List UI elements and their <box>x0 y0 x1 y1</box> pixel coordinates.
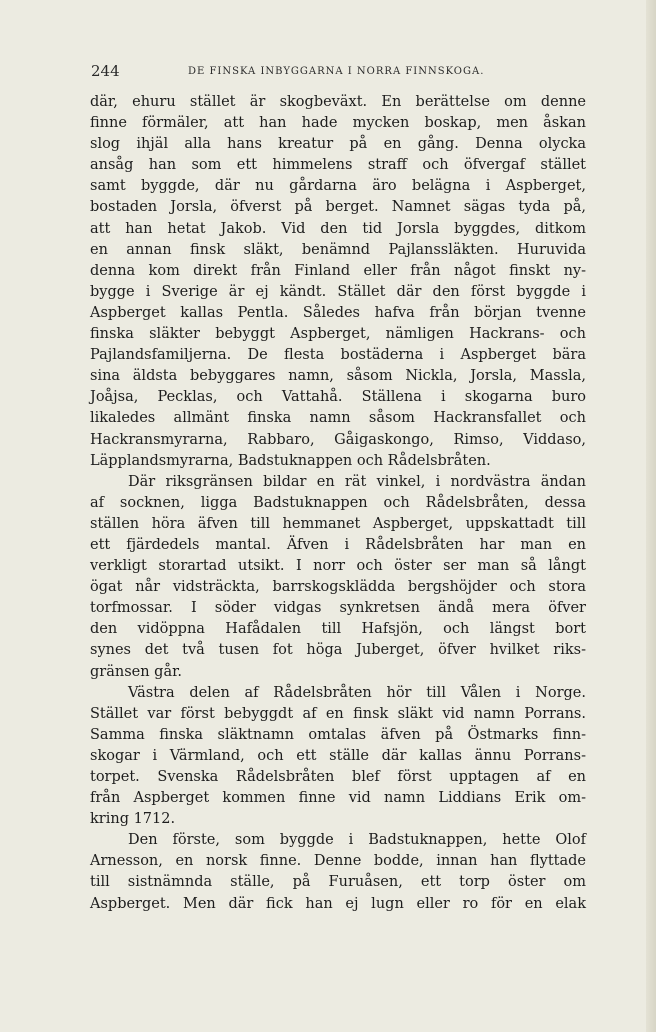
text-line: gränsen går. <box>90 663 183 680</box>
text-line: finska släkter bebyggt Aspberget, nämligen Hackrans- och <box>90 326 586 343</box>
page-edge-shadow <box>646 0 656 1032</box>
text-line: Hackransmyrarna, Rabbaro, Gåigaskongo, Rimso, Viddaso, <box>90 431 586 448</box>
text-line: slog ihjäl alla hans kreatur på en gång. Denna olycka <box>90 136 586 153</box>
text-line: ett fjärdedels mantal. Äfven i Rådelsbråten har man en <box>90 536 586 553</box>
text-line: ögat når vidsträckta, barrskogsklädda bergshöjder och stora <box>90 579 586 596</box>
text-line: skogar i Värmland, och ett ställe där kallas ännu Porrans- <box>90 747 586 764</box>
text-line: Samma finska släktnamn omtalas äfven på Östmarks finn- <box>90 726 586 743</box>
text-line: Den förste, som byggde i Badstuknappen, hette Olof <box>128 832 586 849</box>
page-header <box>91 62 591 84</box>
page-number: 244 <box>91 62 120 80</box>
text-line: Pajlandsfamiljerna. De flesta bostäderna i Aspberget bära <box>90 347 586 364</box>
text-line: en annan finsk släkt, benämnd Pajlanssläkten. Huruvida <box>90 241 586 258</box>
text-line: Västra delen af Rådelsbråten hör till Vålen i Norge. <box>128 684 586 701</box>
text-line: synes det två tusen fot höga Juberget, öfver hvilket riks- <box>90 642 586 659</box>
text-line: Aspberget kallas Pentla. Således hafva från början tvenne <box>90 304 586 321</box>
text-line: kring 1712. <box>90 811 176 828</box>
text-line: från Aspberget kommen finne vid namn Liddians Erik om- <box>90 790 586 807</box>
text-line: Läpplandsmyrarna, Badstuknappen och Rådelsbråten. <box>90 452 491 469</box>
text-line: af socknen, ligga Badstuknappen och Rådelsbråten, dessa <box>90 494 586 511</box>
text-line: där, ehuru stället är skogbeväxt. En berättelse om denne <box>90 94 586 110</box>
body-text <box>90 92 586 915</box>
text-line: Stället var först bebyggdt af en finsk släkt vid namn Porrans. <box>90 705 586 722</box>
text-line: torpet. Svenska Rådelsbråten blef först upptagen af en <box>90 769 586 785</box>
text-line: likaledes allmänt finska namn såsom Hackransfallet och <box>90 410 586 427</box>
text-line: den vidöppna Hafådalen till Hafsjön, och längst bort <box>90 621 586 638</box>
text-line: Där riksgränsen bildar en rät vinkel, i nordvästra ändan <box>128 473 586 490</box>
text-line: verkligt storartad utsikt. I norr och öster ser man så långt <box>90 558 586 575</box>
text-line: samt byggde, där nu gårdarna äro belägna i Aspberget, <box>90 178 586 195</box>
text-line: Aspberget. Men där fick han ej lugn eller ro för en elak <box>90 895 586 912</box>
text-line: Joåjsa, Pecklas, och Vattahå. Ställena i skogarna buro <box>90 389 586 406</box>
text-line: att han hetat Jakob. Vid den tid Jorsla byggdes, ditkom <box>90 220 586 237</box>
text-line: till sistnämnda ställe, på Furuåsen, ett torp öster om <box>90 874 586 891</box>
text-line: bostaden Jorsla, öfverst på berget. Namnet sägas tyda på, <box>90 199 586 216</box>
text-line: denna kom direkt från Finland eller från något finskt ny- <box>90 262 586 279</box>
text-line: Arnesson, en norsk finne. Denne bodde, innan han flyttade <box>90 853 586 870</box>
text-line: sina äldsta bebyggares namn, såsom Nickla, Jorsla, Massla, <box>90 368 586 385</box>
text-line: bygge i Sverige är ej kändt. Stället där den först byggde i <box>90 283 586 300</box>
running-title: DE FINSKA INBYGGARNA I NORRA FINNSKOGA. <box>188 66 485 77</box>
text-line: ansåg han som ett himmelens straff och öfvergaf stället <box>90 157 586 174</box>
text-line: finne förmäler, att han hade mycken boskap, men åskan <box>90 115 586 132</box>
text-line: torfmossar. I söder vidgas synkretsen ändå mera öfver <box>90 600 586 617</box>
text-line: ställen höra äfven till hemmanet Aspberget, uppskattadt till <box>90 515 586 532</box>
